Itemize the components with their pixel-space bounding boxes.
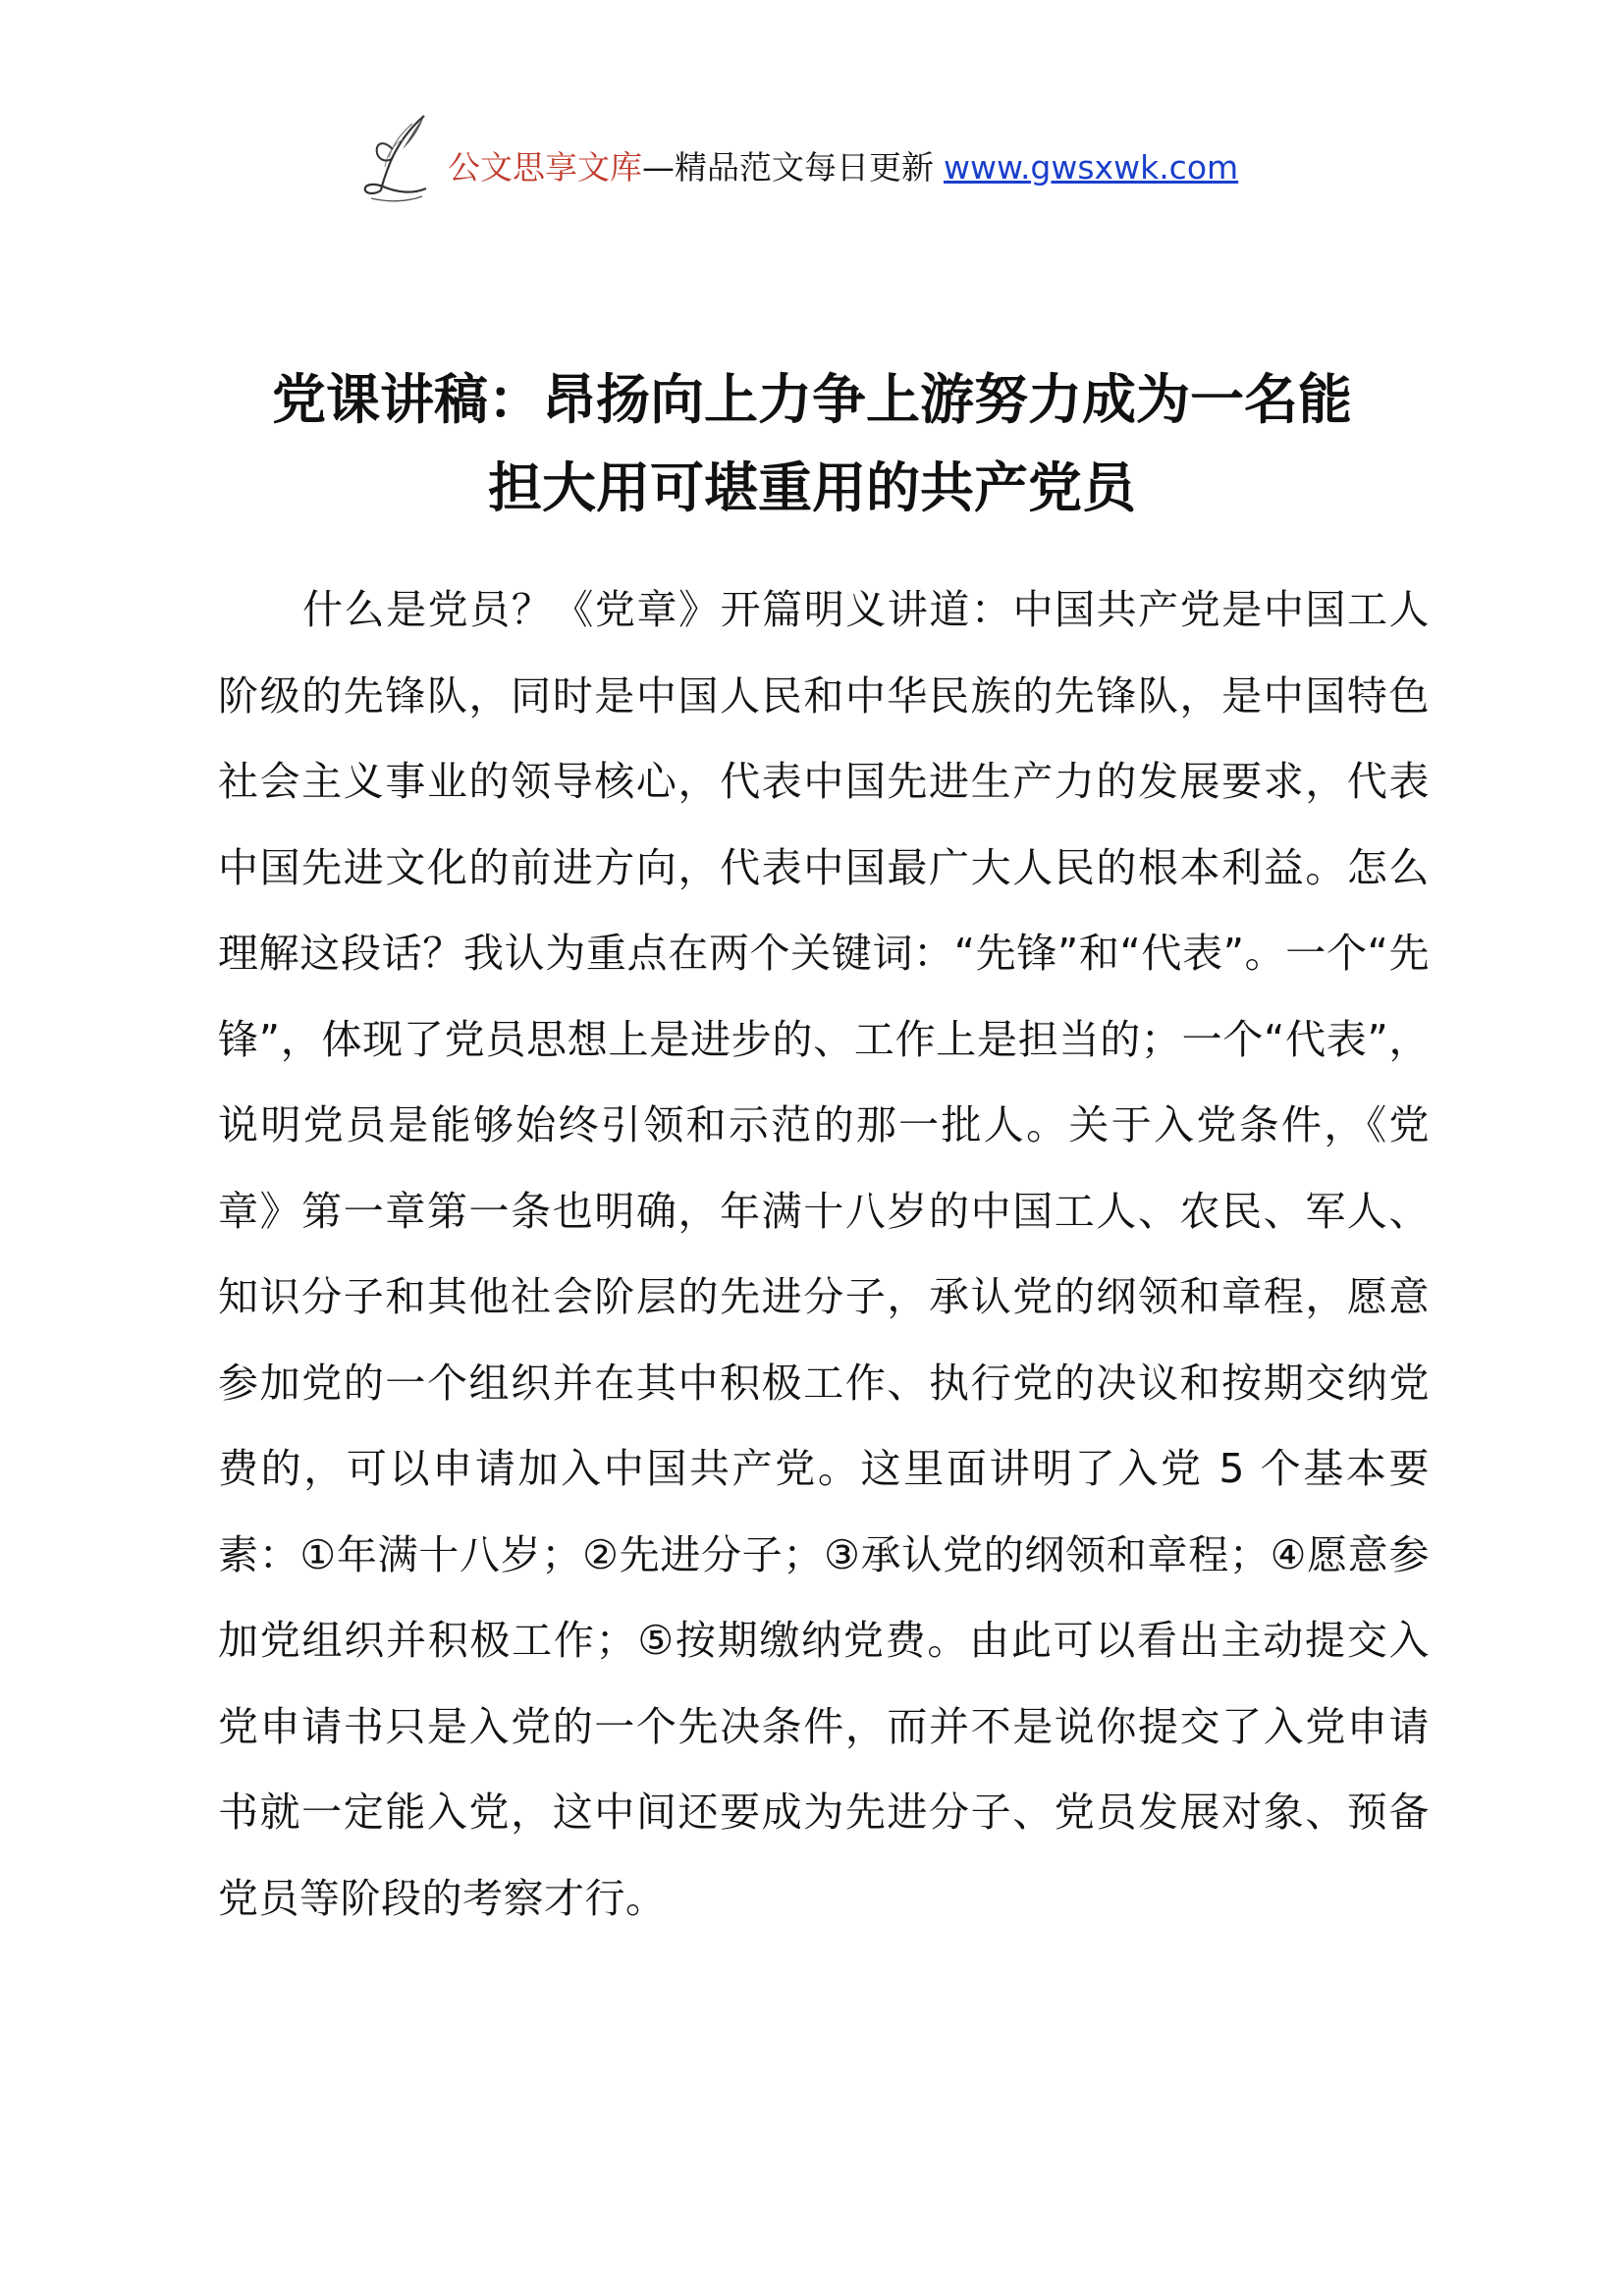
page-header: [353, 110, 1335, 208]
body-paragraph: 什么是党员？《党章》开篇明义讲道：中国共产党是中国工人阶级的先锋队，同时是中国人民和中华民族的先锋队，是中国特色社会主义事业的领导核心，代表中国先进生产力的发展要求，代表中国先进文化的前进方向，代表中国最广大人民的根本利益。怎么理解这段话？我认为重点在两个关键词：“先锋”和“代表”。一个“先锋”，体现了党员思想上是进步的、工作上是担当的；一个“代表”，说明党员是能够始终引领和示范的那一批人。关于入党条件，《党章》第一章第一条也明确，年满十八岁的中国工人、农民、军人、知识分子和其他社会阶层的先进分子，承认党的纲领和章程，愿意参加党的一个组织并在其中积极工作、执行党的决议和按期交纳党费的，可以申请加入中国共产党。这里面讲明了入党 5 个基本要素：①年满十八岁；②先进分子；③承认党的纲领和章程；④愿意参加党组织并积极工作；⑤按期缴纳党费。由此可以看出主动提交入党申请书只是入党的一个先决条件，而并不是说你提交了入党申请书就一定能入党，这中间还要成为先进分子、党员发展对象、预备党员等阶段的考察才行。: [218, 586, 1430, 1922]
website-link[interactable]: www.gwsxwk.com: [944, 147, 1239, 187]
brand-name: 公文思享文库: [448, 147, 642, 187]
header-tagline: —精品范文每日更新: [642, 147, 934, 187]
title-line-1: 党课讲稿：昂扬向上力争上游努力成为一名能: [271, 368, 1352, 431]
header-text: [448, 147, 1239, 187]
title-line-2: 担大用可堪重用的共产党员: [487, 456, 1136, 519]
quill-pen-icon: [353, 110, 442, 208]
document-title: [196, 355, 1428, 532]
